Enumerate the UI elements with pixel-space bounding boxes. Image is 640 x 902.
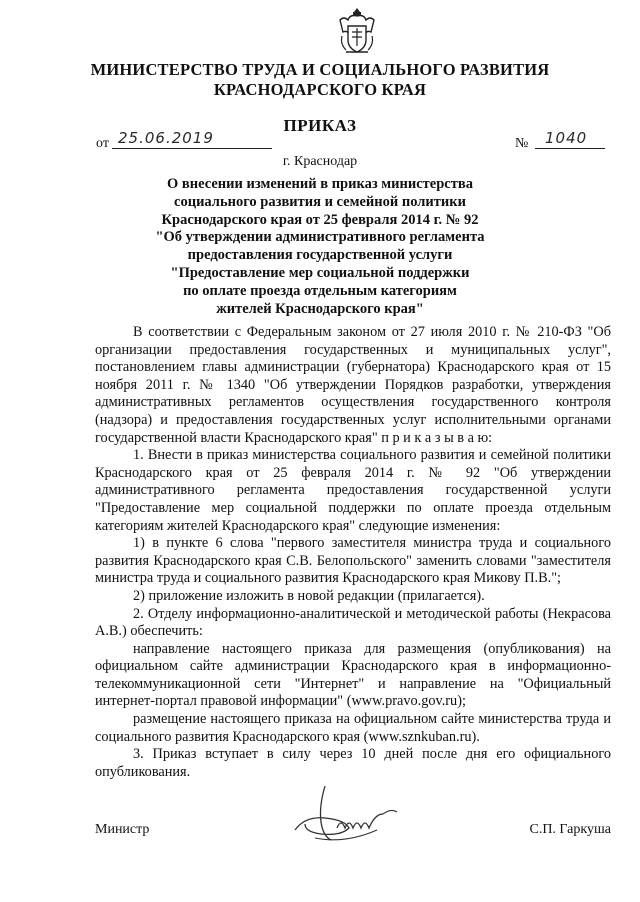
item-3-paragraph: 3. Приказ вступает в силу через 10 дней после дня его официального опубликования.: [95, 746, 611, 780]
ministry-name-line-1: МИНИСТЕРСТВО ТРУДА И СОЦИАЛЬНОГО РАЗВИТИЯ: [90, 60, 550, 79]
item-2-paragraph: 2. Отделу информационно-аналитической и методической работы (Некрасова А.В.) обеспечить:: [95, 605, 611, 640]
subject-line: социального развития и семейной политики: [174, 193, 466, 210]
subject-line: "Предоставление мер социальной поддержки: [170, 264, 470, 281]
order-body: [95, 324, 611, 781]
number-value: 1040: [545, 129, 588, 147]
item-1-paragraph: 1. Внести в приказ министерства социального развития и семейной политики Краснодарского края от 25 февраля 2014 г. № 92 "Об утверждении административного регламента предоставления государственной услуги "Предоставление мер социальной поддержки по оплате проезда отдельным категориям жителей Краснодарского края" следующие изменения:: [95, 447, 611, 534]
date-value: 25.06.2019: [118, 129, 214, 147]
city: г. Краснодар: [282, 154, 358, 169]
date-prefix: от: [96, 136, 109, 151]
item-2-publish-paragraph: направление настоящего приказа для размещения (опубликования) на официальном сайте администрации Краснодарского края в информационно-телекоммуникационной сети "Интернет" и направление на "Официальный интернет-портал правовой информации" (www.pravo.gov.ru);: [95, 640, 611, 710]
subject-line: О внесении изменений в приказ министерства: [167, 176, 473, 192]
item-1-1-paragraph: 1) в пункте 6 слова "первого заместителя министра труда и социального развития Краснодарского края С.В. Белопольского" заменить словами "заместителя министра труда и социального развития Краснодарского края Микову П.В.";: [95, 535, 611, 587]
subject-title: [0, 176, 640, 318]
item-1-2-paragraph: 2) приложение изложить в новой редакции (прилагается).: [133, 587, 485, 604]
subject-line: Краснодарского края от 25 февраля 2014 г. № 92: [161, 211, 479, 228]
coat-of-arms-emblem: [336, 6, 378, 56]
item-2-website-paragraph: размещение настоящего приказа на официальном сайте министерства труда и социального развития Краснодарского края (www.sznkuban.ru).: [95, 711, 611, 745]
ministry-name-line-2: КРАСНОДАРСКОГО КРАЯ: [213, 80, 427, 99]
subject-line: "Об утверждении административного регламента: [155, 229, 485, 246]
handwritten-signature: [285, 778, 415, 858]
date-underline: [112, 148, 272, 149]
subject-line: предоставления государственной услуги: [187, 247, 453, 264]
subject-line: по оплате проезда отдельным категориям: [183, 282, 457, 299]
document-title: ПРИКАЗ: [283, 116, 357, 135]
signatory-position: Министр: [95, 822, 150, 837]
signatory-name: С.П. Гаркуша: [529, 822, 611, 837]
subject-line: жителей Краснодарского края": [216, 300, 424, 317]
preamble-paragraph: В соответствии с Федеральным законом от 27 июля 2010 г. № 210-ФЗ "Об организации предоставления государственных и муниципальных услуг", постановлением главы администрации (губернатора) Краснодарского края от 15 ноября 2011 г. № 1340 "Об утверждении Порядков разработки, утверждения административных регламентов осуществления государственного контроля (надзора) и предоставления государственных услуг исполнительными органами государственной власти Краснодарского края" п р и к а з ы в а ю:: [95, 324, 611, 446]
number-underline: [535, 148, 605, 149]
number-prefix: №: [515, 136, 529, 151]
